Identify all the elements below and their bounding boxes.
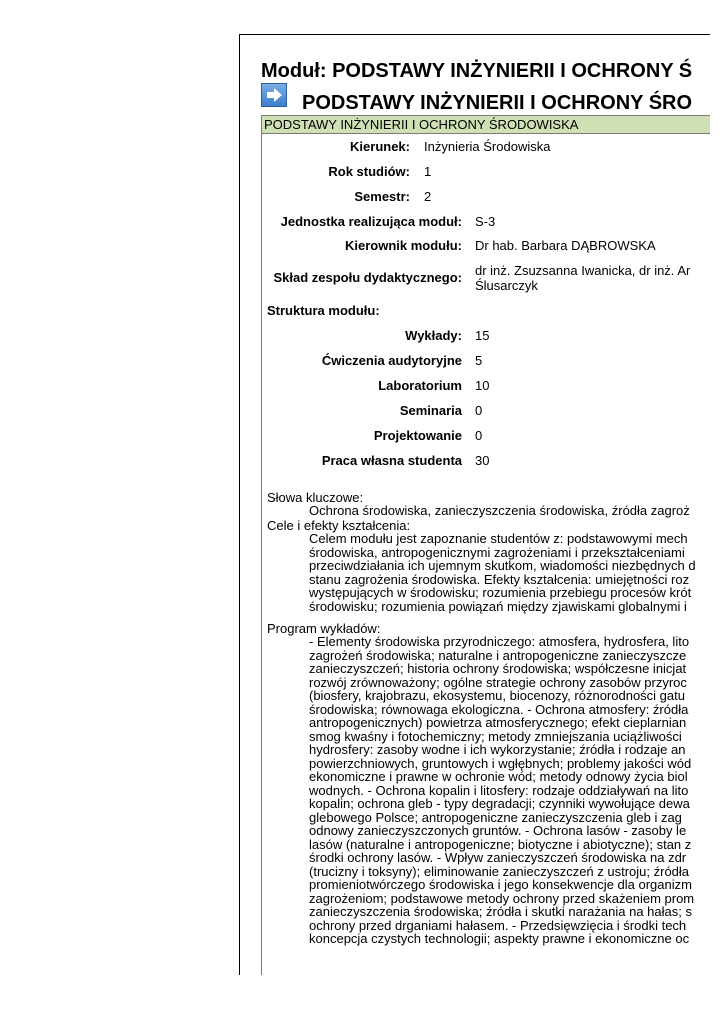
program-line: glebowego Polsce; antropogeniczne zanieczyszczenia gleb i zag (309, 809, 682, 825)
program-line: - Elementy środowiska przyrodniczego: atmosfera, hydrosfera, lito (309, 634, 690, 649)
struktura-heading: Struktura modułu: (267, 303, 380, 318)
program-line: promieniotwórczego środowiska i jego konsekwencje dla organizm (309, 877, 692, 892)
program-line: środowiska; równowaga ekologiczna. - Ochrona atmosfery: źródła (309, 701, 689, 717)
program-line: zanieczyszczeń; historia ochrony środowiska; współczesne inicjat (309, 661, 687, 676)
cwiczenia-value: 5 (475, 353, 483, 368)
box-header: PODSTAWY INŻYNIERII I OCHRONY ŚRODOWISKA (262, 116, 710, 134)
program-line: środki ochrony lasów. - Wpływ zanieczyszczeń środowiska na zdr (309, 850, 687, 865)
cele-line: środowiska, antropogenicznymi zagrożeniami i przekształceniami (309, 544, 685, 560)
kierunek-value: Inżynieria Środowiska (424, 139, 551, 154)
program-line: powierzchniowych, gruntowych i wgłębnych; problemy jakości wód (309, 755, 692, 771)
cele-line: Celem modułu jest zapoznanie studentów z: podstawowymi mech (309, 531, 688, 546)
program-line: odnowy zanieczyszczonych gruntów. - Ochrona lasów - zasoby le (309, 823, 687, 838)
jednostka-value: S-3 (475, 214, 496, 229)
semestr-value: 2 (424, 189, 432, 204)
projektowanie-label: Projektowanie (373, 428, 462, 443)
program-line: antropogenicznych) powietrza atmosferycznego; efekt cieplarnian (309, 715, 687, 730)
program-line: ochrony przed drganiami hałasem. - Przedsięwzięcia i środki tech (309, 917, 687, 933)
cele-text (309, 532, 696, 613)
program-line: zagrożeniom; podstawowe metody ochrony przed skażeniem prom (309, 890, 695, 906)
module-title: Moduł: PODSTAWY INŻYNIERII I OCHRONY Ś (261, 60, 693, 82)
cele-line: występujących w środowisku; rozumienia przebiegu procesów krót (309, 585, 692, 600)
rok-label: Rok studiów: (328, 164, 410, 179)
program-line: (trucizny i toksyny); eliminowanie zanieczyszczeń z ustroju; źródła (309, 863, 690, 879)
program-line: kopalin; ochrona gleb - typy degradacji; czynniki wywołujące dewa (309, 796, 690, 811)
module-details-box (261, 115, 710, 975)
cwiczenia-label: Ćwiczenia audytoryjne (321, 353, 462, 368)
praca-value: 30 (475, 453, 490, 468)
program-line: wodnych. - Ochrona kopalin i litosfery: rodzaje oddziaływań na lito (309, 782, 689, 798)
seminaria-label: Seminaria (399, 403, 462, 418)
program-line: smog kwaśny i fotochemiczny; metody zmniejszania uciążliwości (309, 728, 682, 744)
program-line: zagrożeń środowiska; naturalne i antropogeniczne zanieczyszcze (309, 647, 687, 663)
rok-value: 1 (424, 164, 432, 179)
cele-line: przeciwdziałania ich ujemnym skutkom, wiadomości niezbędnych d (309, 558, 696, 573)
sklad-value-line2: Ślusarczyk (475, 278, 538, 293)
kierownik-label: Kierownik modułu: (345, 238, 462, 253)
arrow-right-icon[interactable] (261, 83, 287, 107)
wyklady-label: Wykłady: (405, 328, 462, 343)
cele-heading: Cele i efekty kształcenia: (267, 518, 411, 533)
cele-line: środowisku; rozumienia powiązań między zjawiskami globalnymi i (309, 598, 687, 614)
laboratorium-value: 10 (475, 378, 490, 393)
sklad-label: Skład zespołu dydaktycznego: (273, 270, 462, 285)
program-line: hydrosfery: zasoby wodne i ich wykorzystanie; źródła i rodzaje an (309, 742, 686, 757)
jednostka-label: Jednostka realizująca moduł: (280, 214, 462, 229)
semestr-label: Semestr: (354, 189, 410, 204)
program-line: ekonomiczne i prawne w ochronie wód; metody odnowy życia biol (309, 769, 688, 784)
wyklady-value: 15 (475, 328, 490, 343)
slowa-text: Ochrona środowiska, zanieczyszczenia środowiska, źródła zagroż (309, 503, 690, 518)
projektowanie-value: 0 (475, 428, 483, 443)
program-heading: Program wykładów: (267, 621, 381, 636)
slowa-heading: Słowa kluczowe: (267, 490, 364, 505)
kierunek-label: Kierunek: (350, 139, 410, 154)
program-line: zanieczyszczenia środowiska; źródła i skutki narażania na hałas; s (309, 904, 692, 919)
document-frame (239, 34, 710, 975)
laboratorium-label: Laboratorium (378, 378, 462, 393)
module-subtitle: PODSTAWY INŻYNIERII I OCHRONY ŚRO (302, 92, 693, 114)
praca-label: Praca własna studenta (321, 453, 462, 468)
program-text (309, 635, 694, 946)
program-line: koncepcja czystych technologii; aspekty prawne i ekonomiczne oc (309, 931, 690, 946)
seminaria-value: 0 (475, 403, 483, 418)
sklad-value-line1: dr inż. Zsuzsanna Iwanicka, dr inż. Ar (475, 263, 691, 278)
cele-line: stanu zagrożenia środowiska. Efekty kształcenia: umiejętności roz (309, 571, 690, 587)
program-line: (biosfery, krajobrazu, ekosystemu, biocenozy, różnorodności gatu (309, 688, 685, 703)
kierownik-value: Dr hab. Barbara DĄBROWSKA (475, 238, 656, 253)
program-line: rozwój zrównoważony; ogólne strategie ochrony zasobów przyroc (309, 674, 687, 690)
program-line: lasów (naturalne i antropogeniczne; biotyczne i abiotyczne); stan z (309, 836, 692, 852)
